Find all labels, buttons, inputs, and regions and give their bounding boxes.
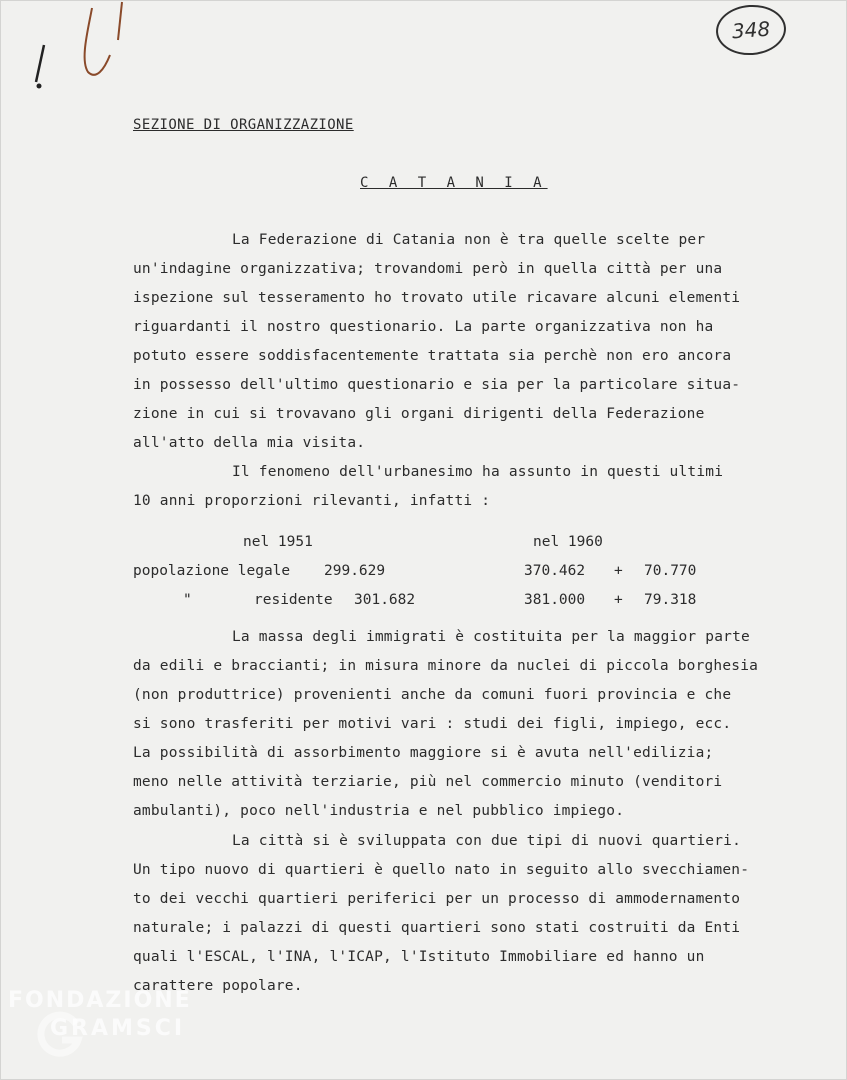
paragraph-line: Un tipo nuovo di quartieri è quello nato in seguito allo svecchiamen- <box>133 862 750 878</box>
paragraph-line: 10 anni proporzioni rilevanti, infatti : <box>133 493 491 509</box>
paragraph-line: Il fenomeno dell'urbanesimo ha assunto in questi ultimi <box>232 464 724 480</box>
paragraph-line: zione in cui si trovavano gli organi dirigenti della Federazione <box>133 406 705 422</box>
paragraph-line: riguardanti il nostro questionario. La parte organizzativa non ha <box>133 319 714 335</box>
row2-diff: 79.318 <box>644 592 697 608</box>
row2-plus: + <box>614 592 623 608</box>
paragraph-line: carattere popolare. <box>133 978 303 994</box>
paragraph-line: La possibilità di assorbimento maggiore si è avuta nell'edilizia; <box>133 745 714 761</box>
handwritten-marks <box>30 0 140 95</box>
table-header-1951: nel 1951 <box>243 534 313 550</box>
paragraph-line: to dei vecchi quartieri periferici per un processo di ammodernamento <box>133 891 741 907</box>
paragraph-line: ambulanti), poco nell'industria e nel pubblico impiego. <box>133 803 625 819</box>
row1-diff: 70.770 <box>644 563 697 579</box>
row1-value-1960: 370.462 <box>524 563 586 579</box>
paragraph-line: un'indagine organizzativa; trovandomi però in quella città per una <box>133 261 723 277</box>
paragraph-line: ispezione sul tesseramento ho trovato utile ricavare alcuni elementi <box>133 290 741 306</box>
paragraph-line: si sono trasferiti per motivi vari : studi dei figli, impiego, ecc. <box>133 716 732 732</box>
paragraph-line: potuto essere soddisfacentemente trattata sia perchè non ero ancora <box>133 348 732 364</box>
paragraph-line: (non produttrice) provenienti anche da comuni fuori provincia e che <box>133 687 732 703</box>
watermark-line-1: FONDAZIONE <box>8 988 192 1013</box>
paragraph-line: La città si è sviluppata con due tipi di nuovi quartieri. <box>232 833 741 849</box>
watermark-line-2: GRAMSCI <box>50 1016 186 1041</box>
row2-ditto-mark: " <box>183 592 192 608</box>
city-heading: C A T A N I A <box>360 175 548 191</box>
page-number-stamp: 348 <box>714 3 787 58</box>
section-heading: SEZIONE DI ORGANIZZAZIONE <box>133 117 354 133</box>
paragraph-line: all'atto della mia visita. <box>133 435 366 451</box>
row2-value-1960: 381.000 <box>524 592 586 608</box>
paragraph-line: meno nelle attività terziarie, più nel commercio minuto (venditori <box>133 774 723 790</box>
row1-plus: + <box>614 563 623 579</box>
paragraph-line: da edili e braccianti; in misura minore da nuclei di piccola borghesia <box>133 658 759 674</box>
paragraph-line: in possesso dell'ultimo questionario e sia per la particolare situa- <box>133 377 741 393</box>
row1-label: popolazione legale <box>133 563 291 579</box>
paragraph-line: La massa degli immigrati è costituita per la maggior parte <box>232 629 750 645</box>
row1-value-1951: 299.629 <box>324 563 386 579</box>
row2-label: residente <box>254 592 333 608</box>
paragraph-line: La Federazione di Catania non è tra quelle scelte per <box>232 232 706 248</box>
row2-value-1951: 301.682 <box>354 592 416 608</box>
table-header-1960: nel 1960 <box>533 534 603 550</box>
watermark <box>8 990 192 1040</box>
paragraph-line: quali l'ESCAL, l'INA, l'ICAP, l'Istituto Immobiliare ed hanno un <box>133 949 705 965</box>
paragraph-line: naturale; i palazzi di questi quartieri sono stati costruiti da Enti <box>133 920 741 936</box>
